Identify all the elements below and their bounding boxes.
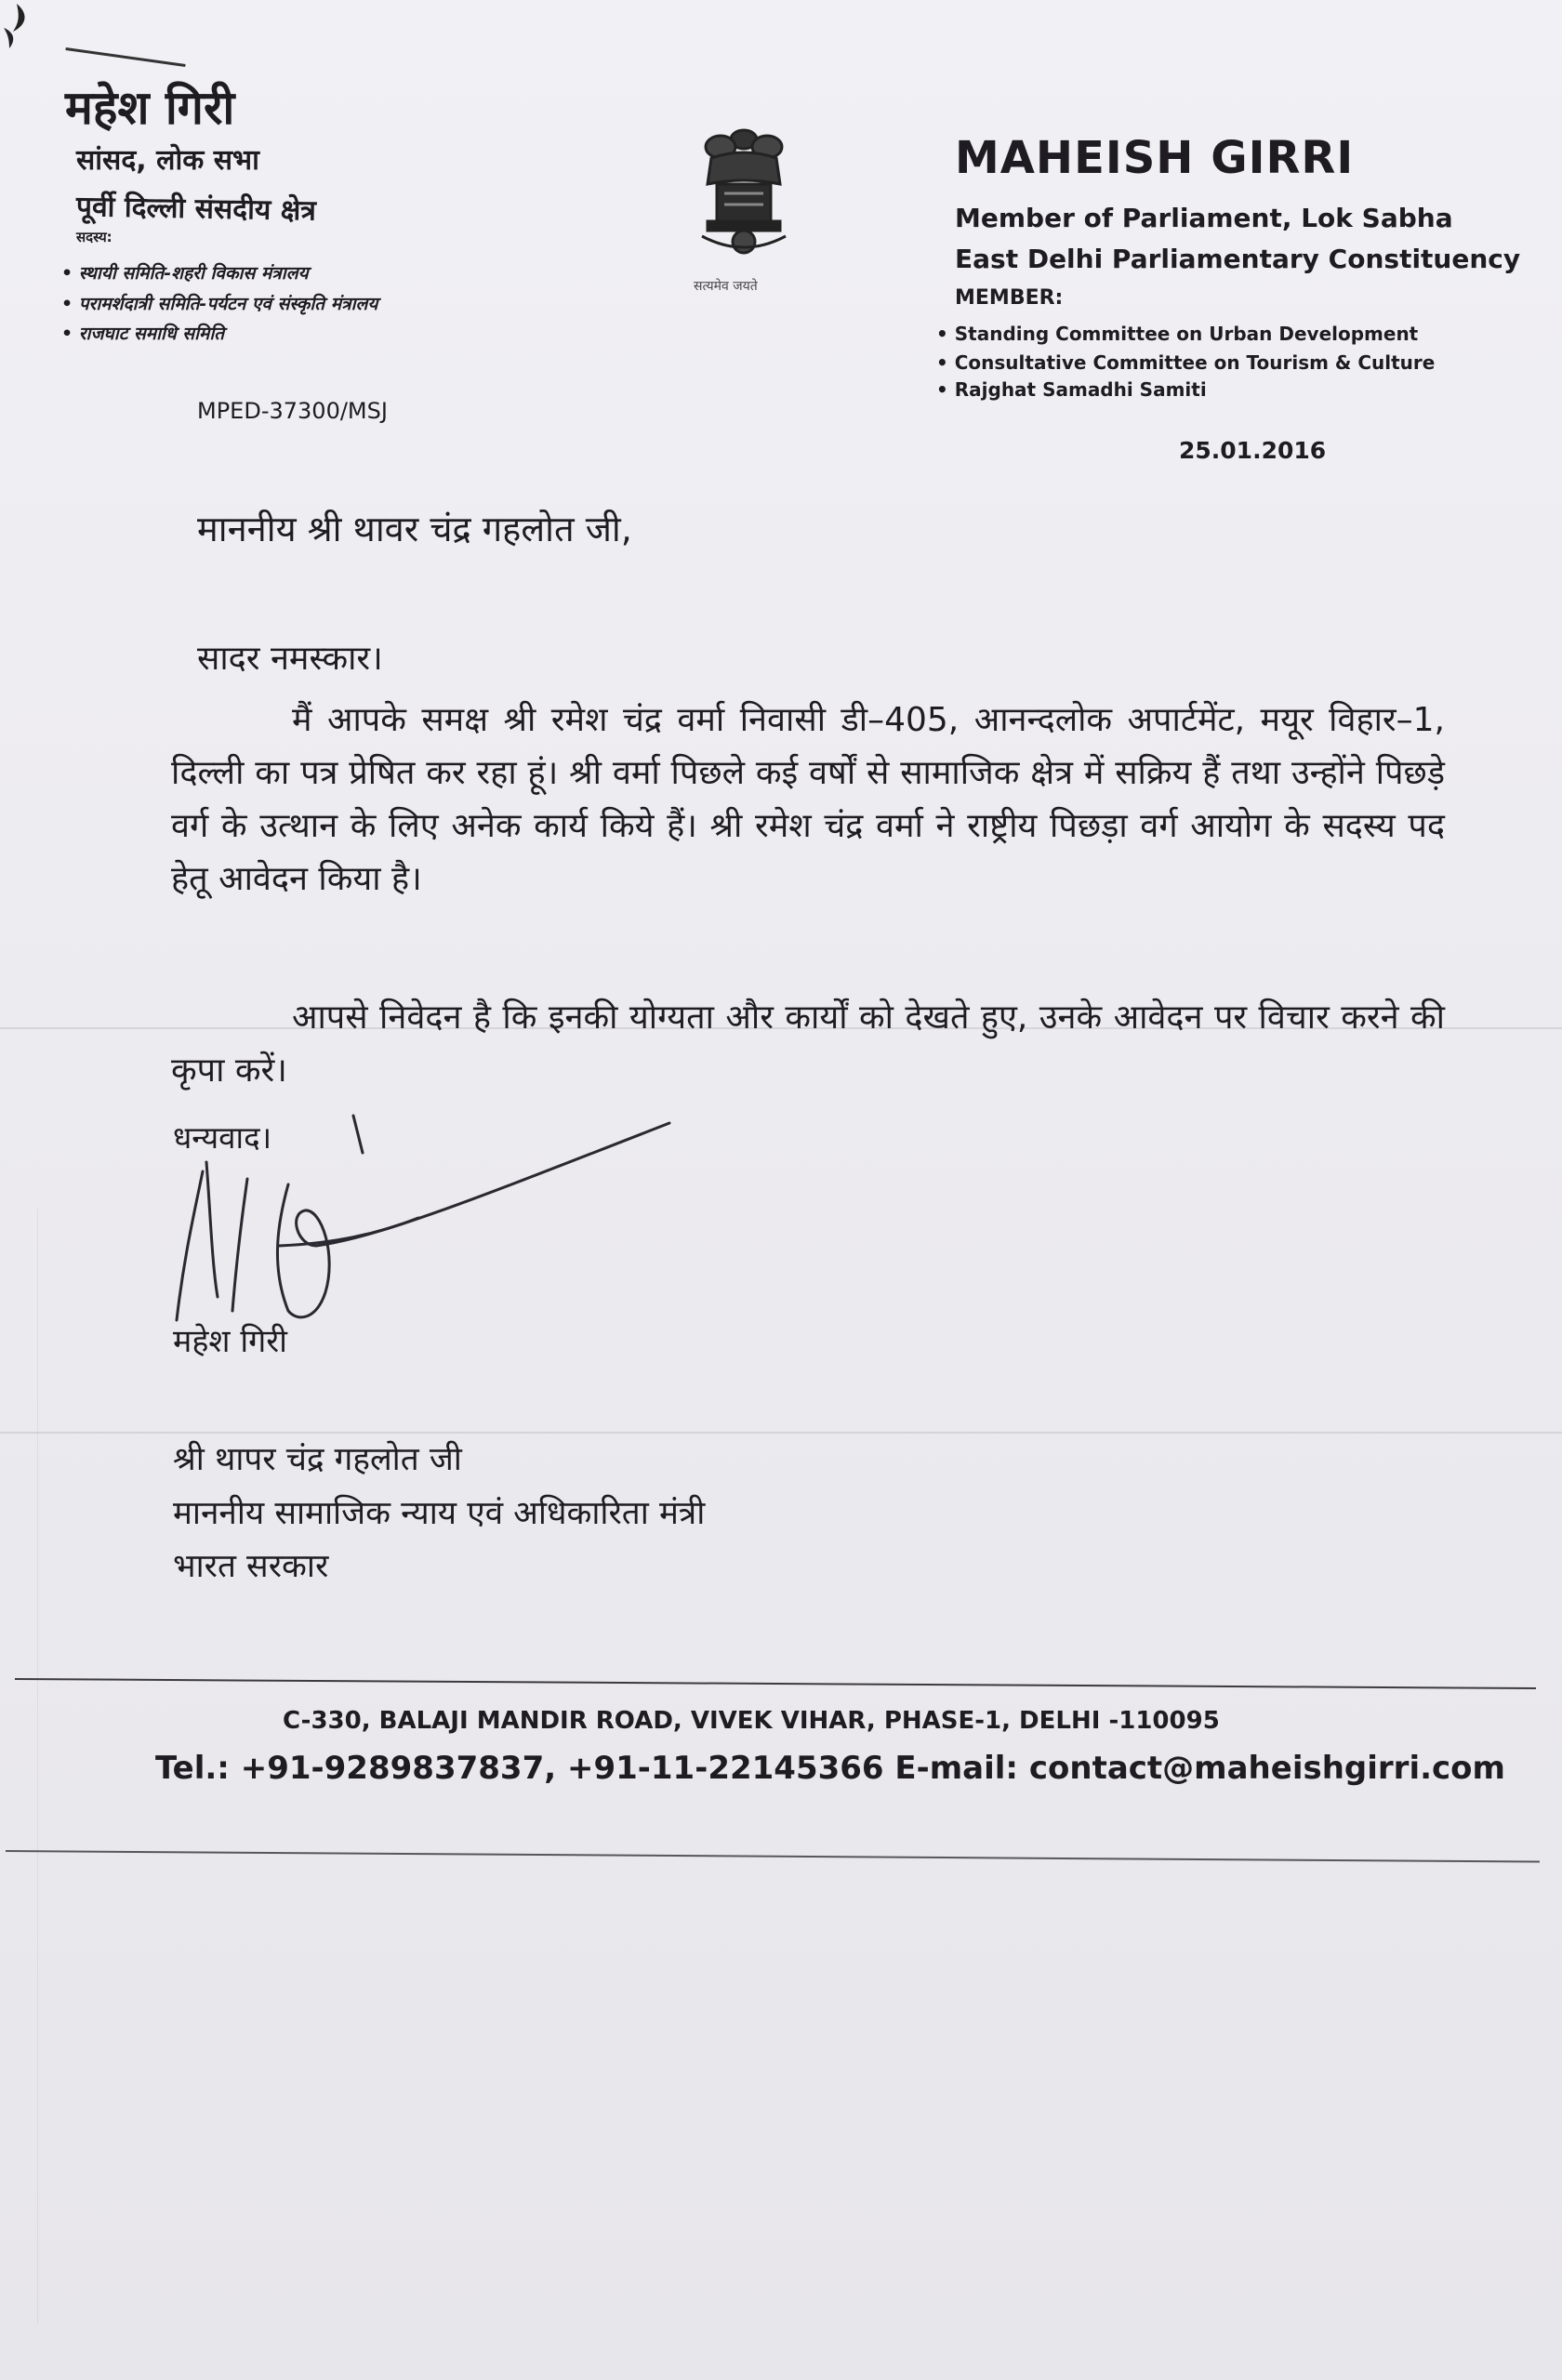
english-committee-item: • Standing Committee on Urban Development bbox=[936, 323, 1419, 345]
emblem-caption: सत्यमेव जयते bbox=[694, 279, 758, 294]
greeting: सादर नमस्कार। bbox=[197, 640, 383, 678]
hindi-committee-item: • स्थायी समिति-शहरी विकास मंत्रालय bbox=[61, 263, 309, 284]
recipient-organization: भारत सरकार bbox=[173, 1548, 329, 1585]
body-paragraph-2: आपसे निवेदन है कि इनकी योग्यता और कार्यों को देखते हुए, उनके आवेदन पर विचार करने की कृपा करें। bbox=[171, 998, 1445, 1090]
corner-mark-icon bbox=[0, 0, 56, 56]
hindi-role-line1: सांसद, लोक सभा bbox=[76, 144, 259, 177]
footer-address: C-330, BALAJI MANDIR ROAD, VIVEK VIHAR, PHASE-1, DELHI -110095 bbox=[283, 1707, 1220, 1735]
body-paragraph-1: मैं आपके समक्ष श्री रमेश चंद्र वर्मा निवासी डी–405, आनन्दलोक अपार्टमेंट, मयूर विहार–1, दिल्ली का पत्र प्रेषित कर रहा हूं। श्री वर्मा पिछले कई वर्षों से सामाजिक क्षेत्र में सक्रिय हैं तथा उन्होंने पिछड़े वर्ग के उत्थान के लिए अनेक कार्य किये हैं। श्री रमेश चंद्र वर्मा ने राष्ट्रीय पिछड़ा वर्ग आयोग के सदस्य पद हेतू आवेदन किया है। bbox=[171, 701, 1445, 898]
footer-contact: Tel.: +91-9289837837, +91-11-22145366 E-mail: contact@maheishgirri.com bbox=[155, 1750, 1505, 1787]
english-role-line1: Member of Parliament, Lok Sabha bbox=[955, 203, 1453, 233]
english-committee-item: • Rajghat Samadhi Samiti bbox=[936, 378, 1207, 401]
hindi-member-label: सदस्य: bbox=[76, 229, 113, 245]
hindi-name-heading: महेश गिरी bbox=[65, 81, 235, 135]
signatory-name: महेश गिरी bbox=[173, 1323, 287, 1360]
english-member-label: MEMBER: bbox=[955, 286, 1064, 310]
english-committee-item: • Consultative Committee on Tourism & Culture bbox=[936, 351, 1436, 374]
english-role-line2: East Delhi Parliamentary Constituency bbox=[955, 244, 1521, 274]
salutation: माननीय श्री थावर चंद्र गहलोत जी, bbox=[197, 509, 632, 549]
hindi-committee-item: • राजघाट समाधि समिति bbox=[61, 324, 225, 344]
handwritten-signature bbox=[139, 1106, 679, 1339]
hindi-committee-item: • परामर्शदात्री समिति-पर्यटन एवं संस्कृति मंत्रालय bbox=[61, 294, 378, 314]
paper-fold-line bbox=[0, 1432, 1562, 1434]
letter-date: 25.01.2016 bbox=[1179, 437, 1327, 464]
paper-crease bbox=[37, 1209, 38, 2324]
recipient-name: श्री थापर चंद्र गहलोत जी bbox=[173, 1441, 462, 1478]
recipient-designation: माननीय सामाजिक न्याय एवं अधिकारिता मंत्री bbox=[173, 1495, 706, 1532]
hindi-role-line2: पूर्वी दिल्ली संसदीय क्षेत्र bbox=[75, 191, 317, 228]
national-emblem-icon bbox=[683, 119, 804, 258]
english-name-heading: MAHEISH GIRRI bbox=[955, 132, 1355, 184]
reference-number: MPED-37300/MSJ bbox=[197, 398, 388, 424]
closing-thanks: धन्यवाद। bbox=[173, 1119, 272, 1156]
